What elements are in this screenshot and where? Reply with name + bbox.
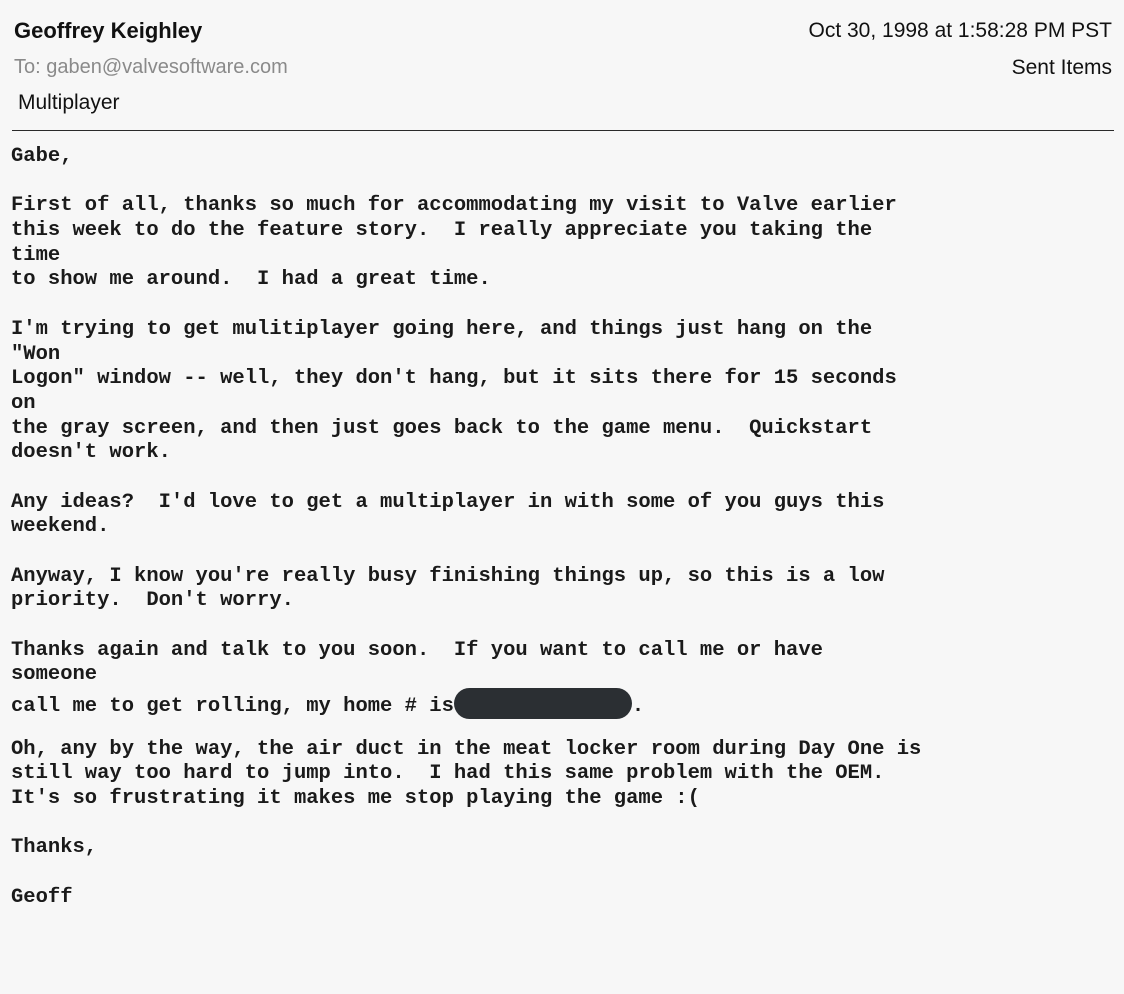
email-subject: Multiplayer (18, 91, 120, 114)
body-line: someone (11, 663, 98, 687)
body-line (11, 812, 1111, 837)
body-line: Thanks again and talk to you soon. If you want to call me or have (11, 638, 823, 662)
body-line (11, 466, 1111, 491)
body-line: weekend. (11, 515, 110, 539)
body-line: to show me around. I had a great time. (11, 268, 491, 292)
sent-date: Oct 30, 1998 at 1:58:28 PM PST (808, 19, 1112, 42)
body-line: Logon" window -- well, they don't hang, but it sits there for 15 seconds (11, 367, 897, 391)
phone-line-text: call me to get rolling, my home # is (11, 695, 454, 719)
body-line (11, 861, 1111, 886)
body-line: the gray screen, and then just goes back to the game menu. Quickstart (11, 416, 873, 440)
body-line: time (11, 243, 61, 267)
body-line (11, 540, 1111, 565)
body-line: Any ideas? I'd love to get a multiplayer in with some of you guys this (11, 490, 885, 514)
body-line: "Won (11, 342, 61, 366)
body-line: priority. Don't worry. (11, 589, 294, 613)
body-line (11, 614, 1111, 639)
redacted-phone-number (454, 688, 632, 719)
body-line: still way too hard to jump into. I had this same problem with the OEM. (11, 762, 885, 786)
body-line: Anyway, I know you're really busy finishing things up, so this is a low (11, 564, 885, 588)
email-header (0, 0, 1124, 132)
header-divider (12, 130, 1114, 131)
sender-name: Geoffrey Keighley (14, 18, 203, 43)
body-line (11, 170, 1111, 195)
body-line: I'm trying to get mulitiplayer going here, and things just hang on the (11, 317, 873, 341)
body-line: on (11, 391, 36, 415)
body-line (11, 293, 1111, 318)
body-line: Oh, any by the way, the air duct in the meat locker room during Day One is (11, 737, 922, 761)
body-line: Thanks, (11, 836, 98, 860)
body-line: Gabe, (11, 145, 73, 168)
recipient-line: To: gaben@valvesoftware.com (14, 56, 288, 78)
email-body (11, 145, 1111, 910)
signature: Geoff (11, 885, 73, 909)
mail-folder-label: Sent Items (1011, 56, 1112, 79)
body-line: doesn't work. (11, 441, 171, 465)
phone-line-period: . (631, 695, 645, 719)
body-line-phone (11, 688, 1111, 719)
body-line: First of all, thanks so much for accommodating my visit to Valve earlier (11, 194, 897, 218)
body-line: this week to do the feature story. I really appreciate you taking the (11, 219, 873, 243)
body-line: It's so frustrating it makes me stop playing the game :( (11, 786, 700, 810)
